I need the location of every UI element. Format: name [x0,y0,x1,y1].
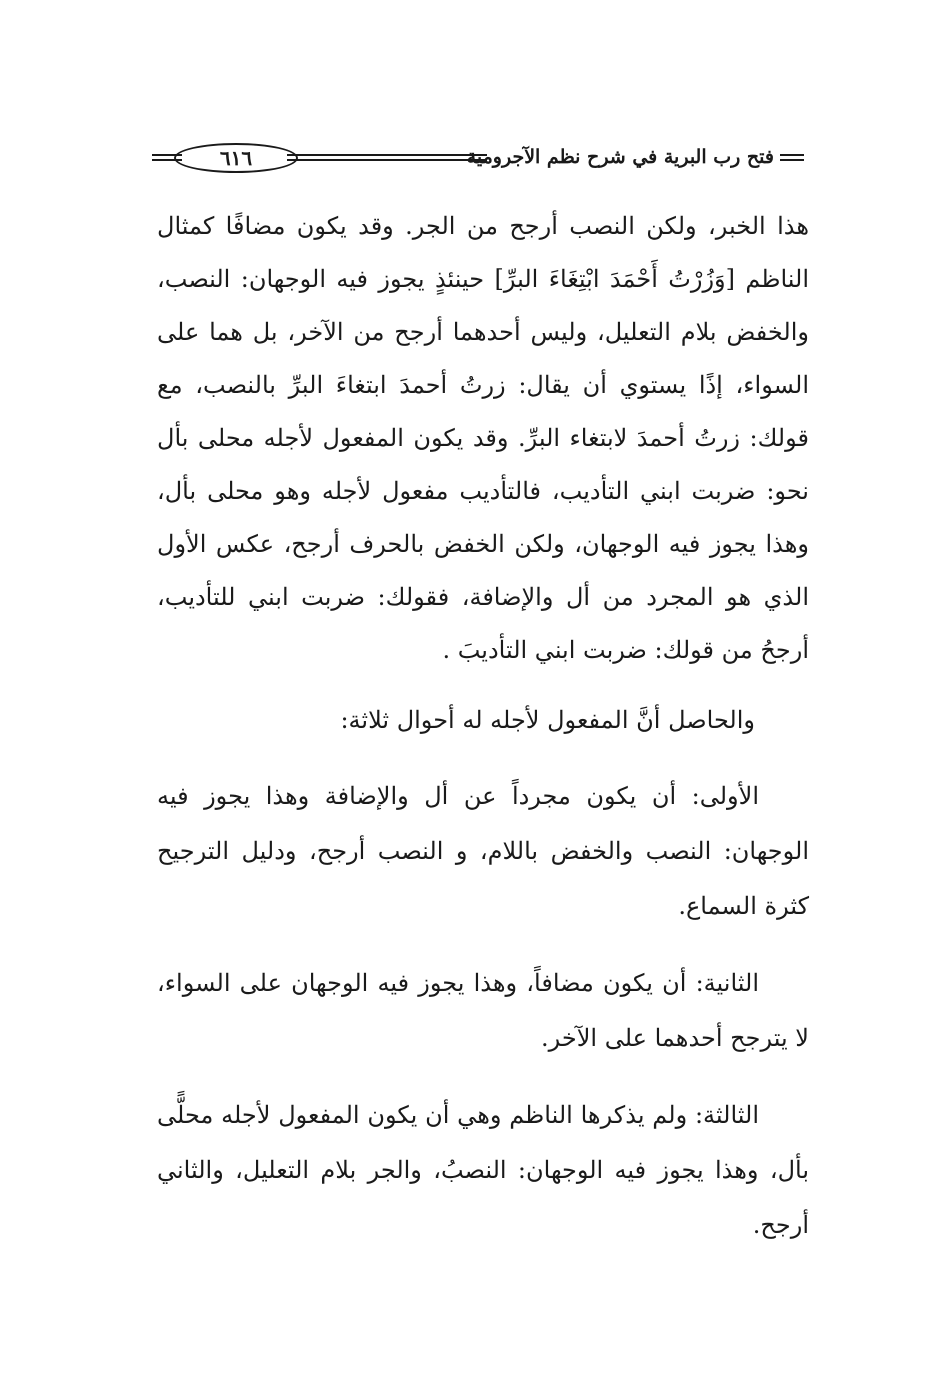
header-rule [287,154,487,156]
header-rule [287,159,487,161]
paragraph-summary: والحاصل أنَّ المفعول لأجله له أحوال ثلاثة: [340,706,755,734]
running-header [152,140,804,174]
page-body [157,200,809,1253]
header-rule [780,159,804,161]
paragraph-case-second: الثانية: أن يكون مضافاً، وهذا يجوز فيه الوجهان على السواء، لا يترجح أحدهما على الآخر. [157,969,809,1052]
page-number: ٦١٦ [174,143,298,173]
header-rule [780,154,804,156]
book-title: فتح رب البرية في شرح نظم الآجرومية [466,146,774,168]
paragraph-continuation: هذا الخبر، ولكن النصب أرجح من الجر. وقد يكون مضافًا كمثال الناظم [وَزُرْتُ أَحْمَدَ ابْتِغَاءَ البرِّ] حينئذٍ يجوز فيه الوجهان: النصب، والخفض بلام التعليل، وليس أحدهما أرجح من الآخر، بل هما على السواء، إذًا يستوي أن يقال: زرتُ أحمدَ ابتغاءَ البرِّ بالنصب، مع قولك: زرتُ أحمدَ لابتغاء البرِّ. وقد يكون المفعول لأجله محلى بأل نحو: ضربت ابني التأديب، فالتأديب مفعول لأجله وهو محلى بأل، وهذا يجوز فيه الوجهان، ولكن الخفض بالحرف أرجح، عكس الأول الذي هو المجرد من أل والإضافة، فقولك: ضربت ابني للتأديب، أرجحُ من قولك: ضربت ابني التأديبَ . [157,212,809,664]
paragraph-case-first: الأولى: أن يكون مجرداً عن أل والإضافة وهذا يجوز فيه الوجهان: النصب والخفض باللام، و النصب أرجح، ودليل الترجيح كثرة السماع. [157,782,809,920]
paragraph-case-third: الثالثة: ولم يذكرها الناظم وهي أن يكون المفعول لأجله محلًّى بأل، وهذا يجوز فيه الوجهان: النصبُ، والجر بلام التعليل، والثاني أرجح. [157,1101,809,1239]
